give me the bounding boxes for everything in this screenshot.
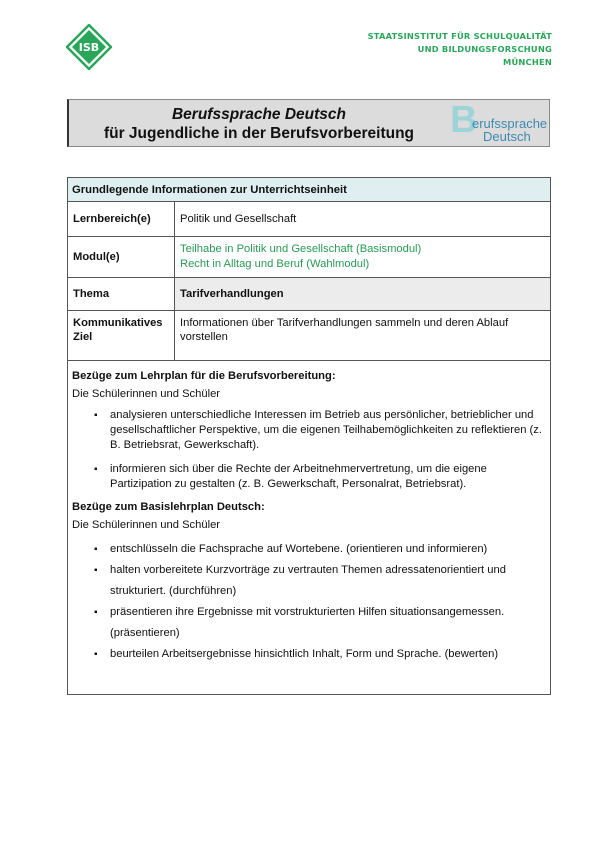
lernbereich-label: Lernbereich(e) xyxy=(68,202,175,237)
berufssprache-logo-letter: B xyxy=(450,99,478,141)
ziel-label xyxy=(68,311,175,361)
banner-title-line-2: für Jugendliche in der Berufsvorbereitung xyxy=(103,125,415,142)
basislehrplan-intro: Die Schülerinnen und Schüler xyxy=(72,519,221,531)
table-row-modul xyxy=(68,237,551,278)
modul-link-wahlmodul[interactable]: Recht in Alltag und Beruf (Wahlmodul) xyxy=(180,258,370,270)
institute-name xyxy=(368,30,552,69)
table-header: Grundlegende Informationen zur Unterrichtseinheit xyxy=(68,178,551,202)
modul-label: Modul(e) xyxy=(68,237,175,278)
list-item: ▪ entschlüsseln die Fachsprache auf Wortebene. (orientieren und informieren) xyxy=(110,539,546,560)
bezuege-cell xyxy=(68,361,551,695)
institute-line-1: STAATSINSTITUT FÜR SCHULQUALITÄT xyxy=(367,31,552,41)
lernbereich-value: Politik und Gesellschaft xyxy=(175,202,551,237)
list-item: ▪ informieren sich über die Rechte der Arbeitnehmervertretung, um die eigene Partizipation zu gestalten (z. B. Gewerkschaft, Personalrat, Betriebsrat). xyxy=(110,462,546,492)
table-row-ziel xyxy=(68,311,551,361)
list-item: ▪ beurteilen Arbeitsergebnisse hinsichtlich Inhalt, Form und Sprache. (bewerten) xyxy=(110,644,546,665)
isb-logo-icon xyxy=(66,24,112,70)
thema-label: Thema xyxy=(68,278,175,311)
institute-line-2: UND BILDUNGSFORSCHUNG xyxy=(417,44,552,54)
list-item: ▪ präsentieren ihre Ergebnisse mit vorstrukturierten Hilfen situationsangemessen. (präsentieren) xyxy=(110,602,546,644)
berufssprache-logo-line-1: erufssprache xyxy=(472,116,548,131)
basislehrplan-list xyxy=(72,539,546,665)
lehrplan-heading: Bezüge zum Lehrplan für die Berufsvorbereitung: xyxy=(72,370,336,382)
table-row-bezuege xyxy=(68,361,551,695)
banner-title-line-1: Berufssprache Deutsch xyxy=(171,106,346,123)
isb-logo-text: ISB xyxy=(78,41,100,54)
table-header-row xyxy=(68,178,551,202)
list-item: ▪ analysieren unterschiedliche Interessen im Betrieb aus persönlicher, betrieblicher und gesellschaftlicher Perspektive, um die eigenen Teilhabemöglichkeiten zu reflektieren (z. B. Betriebsrat, Gewerkschaft). xyxy=(110,408,546,453)
ziel-label-line-2: Ziel xyxy=(73,331,93,343)
table-row-thema xyxy=(68,278,551,311)
ziel-label-line-1: Kommunikatives xyxy=(73,317,163,329)
list-item: ▪ halten vorbereitete Kurzvorträge zu vertrauten Themen adressatenorientiert und strukturiert. (durchführen) xyxy=(110,560,546,602)
title-banner xyxy=(67,99,550,147)
ziel-value: Informationen über Tarifverhandlungen sammeln und deren Ablauf vorstellen xyxy=(175,311,551,361)
institute-line-3: MÜNCHEN xyxy=(503,57,552,67)
lehrplan-intro: Die Schülerinnen und Schüler xyxy=(72,388,221,400)
thema-value: Tarifverhandlungen xyxy=(175,278,551,311)
table-row-lernbereich xyxy=(68,202,551,237)
berufssprache-logo xyxy=(450,99,550,145)
basislehrplan-heading: Bezüge zum Basislehrplan Deutsch: xyxy=(72,501,265,513)
unit-info-table xyxy=(67,177,551,695)
banner-title xyxy=(69,105,449,143)
lehrplan-list xyxy=(72,408,546,492)
berufssprache-logo-line-2: Deutsch xyxy=(483,129,531,144)
modul-value xyxy=(175,237,551,278)
modul-link-basismodul[interactable]: Teilhabe in Politik und Gesellschaft (Basismodul) xyxy=(180,243,422,255)
